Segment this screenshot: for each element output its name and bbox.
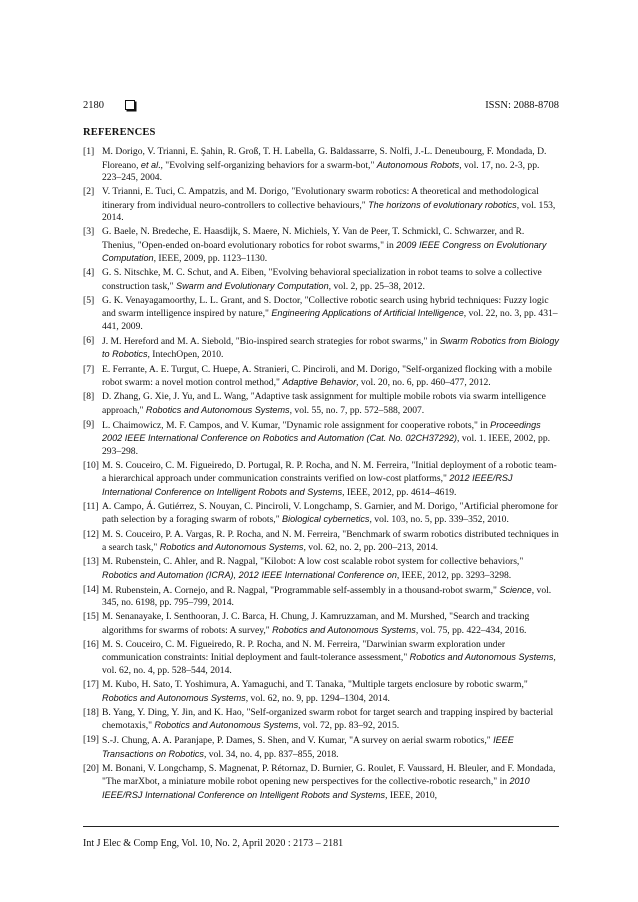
reference-details: , IEEE, 2010, (385, 789, 438, 801)
reference-venue: Science (499, 584, 532, 595)
reference-number: [5] (83, 294, 95, 306)
reference-text (102, 226, 546, 264)
reference-authors-title: M. S. Couceiro, C. M. Figueiredo, D. Portugal, R. P. Rocha, and N. M. Ferreira, "Initial deployment of a robotic team-a hierarchical approach under communication constraints verified on low-cost platforms," (102, 459, 557, 485)
reference-number: [15] (83, 611, 99, 623)
reference-item (83, 707, 559, 733)
reference-authors-title: M. Bonani, V. Longchamp, S. Magnenat, P. Rétornaz, D. Burnier, G. Roulet, F. Vaussard, H. Bleuler, and F. Mondada, "The marXbot, a miniature mobile robot opening new perspectives for the collective-robotic research," in (102, 762, 556, 788)
reference-item (83, 146, 559, 185)
reference-authors-title: A. Campo, Á. Gutiérrez, S. Nouyan, C. Pinciroli, V. Longchamp, S. Garnier, and M. Dorigo, "Artificial pheromone for path selection by a foraging swarm of robots," (102, 500, 558, 526)
reference-text (102, 556, 523, 581)
reference-number: [19] (83, 734, 99, 746)
reference-details: , vol. 17, no. 2-3, pp. 223–245, 2004. (102, 159, 540, 183)
reference-details: , IEEE, 2009, pp. 1123–1130. (153, 253, 268, 265)
reference-list (83, 146, 559, 804)
reference-item (83, 226, 559, 266)
reference-venue: 2010 IEEE/RSJ International Conference on Intelligent Robots and Systems (102, 776, 530, 800)
reference-details: , IEEE, 2012, pp. 3293–3298. (396, 569, 512, 581)
reference-authors-title: M. Dorigo, V. Trianni, E. Şahin, R. Groß, T. H. Labella, G. Baldassarre, S. Nolfi, J.-L. Deneubourg, F. Mondada, D. Floreano, (102, 146, 547, 171)
reference-authors-title: M. Senanayake, I. Senthooran, J. C. Barca, H. Chung, J. Kamruzzaman, and M. Murshed, "Search and tracking algorithms for swarms of robots: A survey," (102, 611, 530, 636)
issn-label: ISSN: 2088-8708 (485, 100, 559, 111)
section-title: REFERENCES (83, 127, 156, 138)
reference-text (102, 420, 550, 457)
reference-text (102, 763, 555, 801)
reference-number: [6] (83, 334, 95, 346)
reference-details: , vol. 62, no. 2, pp. 200–213, 2014. (303, 542, 439, 554)
reference-item (83, 419, 559, 459)
reference-venue: Robotics and Automation (ICRA), 2012 IEEE International Conference on (102, 569, 397, 580)
reference-item (83, 529, 559, 555)
reference-authors-title: L. Chaimowicz, M. F. Campos, and V. Kumar, "Dynamic role assignment for cooperative robots," in (102, 419, 491, 431)
reference-details: , vol. 22, no. 3, pp. 431–441, 2009. (102, 308, 558, 332)
square-icon (125, 100, 135, 110)
reference-venue: Autonomous Robots (376, 159, 460, 170)
reference-number: [12] (83, 528, 99, 540)
reference-item (83, 639, 559, 678)
reference-number: [11] (83, 500, 99, 512)
reference-venue: The horizons of evolutionary robotics (368, 199, 517, 210)
reference-text (102, 585, 551, 609)
reference-venue: Biological cybernetics (282, 514, 370, 525)
reference-number: [9] (83, 418, 95, 430)
reference-authors-title: M. Rubenstein, A. Cornejo, and R. Nagpal, "Programmable self-assembly in a thousand-robot swarm," (102, 584, 500, 596)
reference-number: [3] (83, 226, 95, 238)
page-number: 2180 (83, 100, 104, 111)
reference-venue: 2009 IEEE Congress on Evolutionary Computation (102, 239, 547, 264)
reference-item (83, 679, 559, 705)
reference-title-cont: ., "Evolving self-organizing behaviors for a swarm-bot," (158, 159, 377, 171)
reference-item (83, 763, 559, 803)
reference-authors-title: G. Baele, N. Bredeche, E. Haasdijk, S. Maere, N. Michiels, Y. Van de Peer, T. Schmickl, C. Schwarzer, and R. Thenius, "Open-ended on-board evolutionary robotics for robot swarms," in (102, 226, 525, 251)
reference-authors-title: G. S. Nitschke, M. C. Schut, and A. Eiben, "Evolving behavioral specialization in robot teams to solve a collective construction task," (102, 267, 542, 292)
reference-item (83, 556, 559, 582)
reference-details: , vol. 62, no. 9, pp. 1294–1304, 2014. (245, 692, 390, 704)
reference-details: , vol. 75, pp. 422–434, 2016. (415, 624, 527, 636)
reference-text (102, 146, 546, 183)
reference-number: [8] (83, 391, 95, 403)
reference-item (83, 734, 559, 761)
reference-text (102, 639, 556, 676)
reference-venue: Robotics and Autonomous Systems (409, 652, 554, 663)
reference-item (83, 335, 559, 362)
reference-venue: Robotics and Autonomous Systems (272, 624, 416, 635)
reference-number: [13] (83, 556, 99, 568)
reference-details: , vol. 20, no. 6, pp. 460–477, 2012. (356, 377, 491, 389)
reference-text (102, 267, 542, 292)
reference-text (102, 391, 546, 416)
reference-venue: Robotics and Autonomous Systems (154, 720, 299, 731)
reference-details: , vol. 1. IEEE, 2002, pp. 293–298. (102, 433, 551, 457)
reference-text (102, 735, 514, 760)
reference-text (102, 611, 529, 636)
reference-number: [18] (83, 706, 99, 718)
reference-item (83, 186, 559, 225)
reference-details: , IEEE, 2012, pp. 4614–4619. (342, 486, 457, 498)
reference-item (83, 501, 559, 527)
reference-details: , vol. 153, 2014. (102, 199, 556, 224)
reference-venue: Swarm and Evolutionary Computation (176, 280, 329, 291)
reference-number: [20] (83, 762, 99, 774)
reference-authors-title: M. Rubenstein, C. Ahler, and R. Nagpal, "Kilobot: A low cost scalable robot system for collective behaviors," (102, 556, 524, 568)
reference-venue: 2012 IEEE/RSJ International Conference on Intelligent Robots and Systems (102, 473, 513, 497)
reference-item (83, 584, 559, 610)
reference-number: [4] (83, 267, 95, 279)
reference-text (102, 679, 528, 704)
reference-authors-title: D. Zhang, G. Xie, J. Yu, and L. Wang, "Adaptive task assignment for multiple mobile robots via swarm intelligence approach," (102, 391, 546, 416)
reference-text (102, 295, 558, 332)
reference-text (102, 501, 558, 526)
reference-authors-title: J. M. Hereford and M. A. Siebold, "Bio-inspired search strategies for robot swarms," in (102, 335, 440, 347)
reference-authors-title: M. S. Couceiro, C. M. Figueiredo, R. P. Rocha, and N. M. Ferreira, "Darwinian swarm exploration under communication constraints: Initial deployment and fault-tolerance assessment," (102, 638, 506, 664)
footer-divider (83, 826, 559, 827)
reference-text (102, 364, 552, 389)
reference-number: [16] (83, 638, 99, 650)
reference-number: [17] (83, 679, 99, 690)
reference-number: [14] (83, 583, 99, 595)
reference-details: , vol. 55, no. 7, pp. 572–588, 2007. (289, 404, 425, 416)
reference-item (83, 364, 559, 390)
reference-authors-title: G. K. Venayagamoorthy, L. L. Grant, and S. Doctor, "Collective robotic search using hybrid techniques: Fuzzy logic and swarm intelligence inspired by nature," (102, 294, 549, 320)
reference-details: , vol. 72, pp. 83–92, 2015. (298, 720, 400, 732)
reference-details: , vol. 34, no. 4, pp. 837–855, 2018. (203, 748, 339, 760)
reference-text (102, 336, 559, 361)
reference-venue: Proceedings 2002 IEEE International Conference on Robotics and Automation (Cat. No. 02CH37292) (102, 419, 541, 444)
reference-authors-title: B. Yang, Y. Ding, Y. Jin, and K. Hao, "Self-organized swarm robot for target search and trapping inspired by bacterial chemotaxis," (102, 706, 554, 732)
reference-venue: IEEE Transactions on Robotics (102, 735, 514, 759)
reference-details: , vol. 103, no. 5, pp. 339–352, 2010. (369, 514, 509, 526)
reference-details: , vol. 345, no. 6198, pp. 795–799, 2014. (102, 584, 552, 609)
reference-venue: Robotics and Autonomous Systems (145, 404, 290, 415)
reference-authors-title: E. Ferrante, A. E. Turgut, C. Huepe, A. Stranieri, C. Pinciroli, and M. Dorigo, "Self-organized flocking with a mobile robot swarm: a novel motion control method," (102, 363, 552, 389)
reference-italic-note: et al (140, 159, 159, 170)
reference-number: [1] (83, 146, 95, 157)
reference-venue: Adaptive Behavior (282, 377, 357, 388)
reference-item (83, 460, 559, 500)
reference-text (102, 186, 555, 223)
reference-item (83, 391, 559, 417)
reference-text (102, 707, 553, 732)
reference-number: [10] (83, 459, 99, 471)
reference-item (83, 267, 559, 293)
page-header (83, 99, 559, 113)
reference-venue: Robotics and Autonomous Systems (159, 542, 304, 553)
reference-item (83, 611, 559, 637)
reference-details: , vol. 62, no. 4, pp. 528–544, 2014. (102, 652, 556, 676)
reference-venue: Engineering Applications of Artificial Intelligence (271, 308, 464, 319)
reference-authors-title: M. Kubo, H. Sato, T. Yoshimura, A. Yamaguchi, and T. Tanaka, "Multiple targets enclosure by robotic swarm," (102, 679, 528, 690)
reference-authors-title: V. Trianni, E. Tuci, C. Ampatzis, and M. Dorigo, "Evolutionary swarm robotics: A theoretical and methodological itinerary from individual neuro-controllers to collective behaviours," (102, 186, 539, 211)
reference-number: [2] (83, 186, 95, 198)
reference-number: [7] (83, 363, 95, 375)
reference-text (102, 529, 559, 554)
reference-authors-title: S.-J. Chung, A. A. Paranjape, P. Dames, S. Shen, and V. Kumar, "A survey on aerial swarm robotics," (102, 735, 494, 747)
reference-details: , vol. 2, pp. 25–38, 2012. (328, 280, 425, 292)
reference-text (102, 460, 557, 498)
reference-venue: Swarm Robotics from Biology to Robotics (102, 335, 559, 360)
reference-venue: Robotics and Autonomous Systems (102, 692, 246, 703)
page-footer: Int J Elec & Comp Eng, Vol. 10, No. 2, April 2020 : 2173 – 2181 (83, 838, 344, 849)
reference-authors-title: M. S. Couceiro, P. A. Vargas, R. P. Rocha, and N. M. Ferreira, "Benchmark of swarm robotics distributed techniques in a search task," (102, 528, 559, 554)
reference-details: , IntechOpen, 2010. (147, 349, 224, 361)
reference-item (83, 295, 559, 334)
